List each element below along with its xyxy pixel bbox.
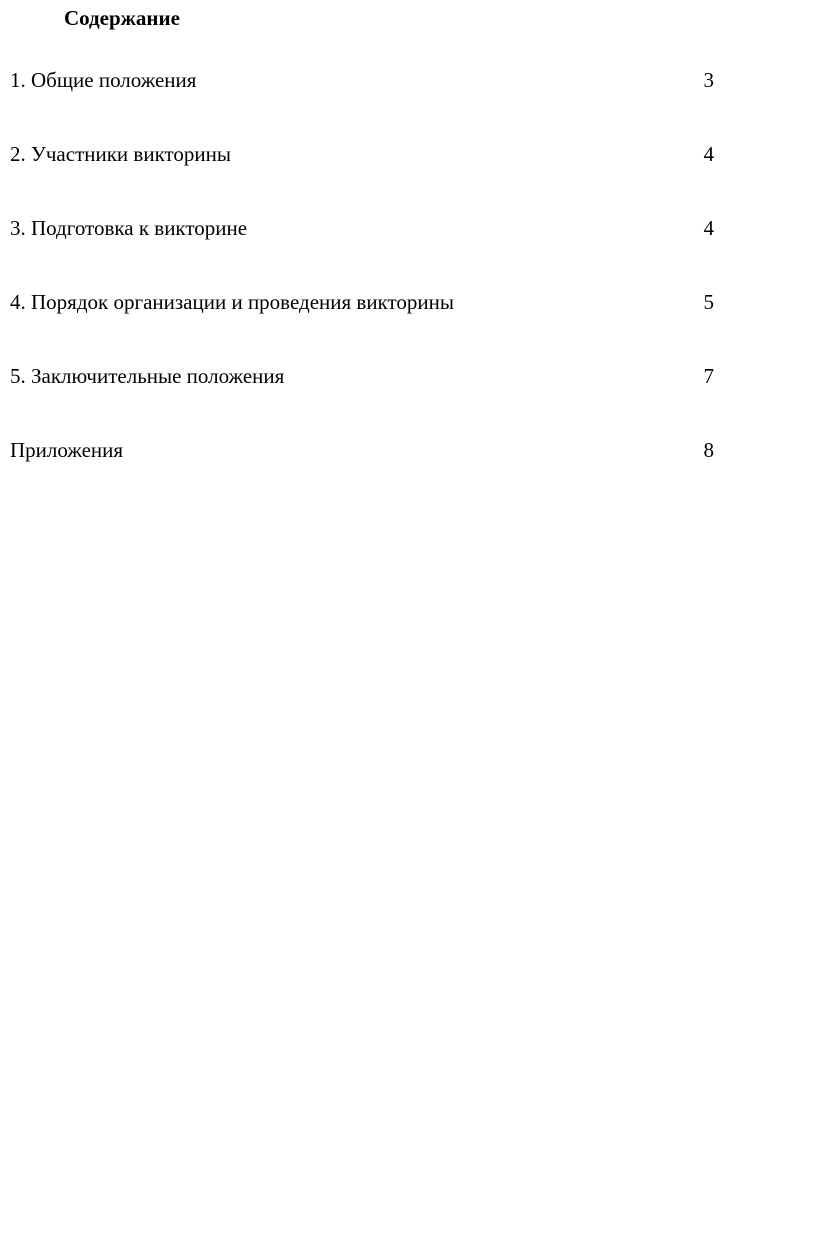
toc-entry-page-number: 3 bbox=[703, 68, 714, 92]
toc-entry-general-provisions bbox=[10, 66, 720, 140]
toc-entry-label: Приложения bbox=[10, 438, 124, 462]
toc-entry-label: 1. Общие положения bbox=[10, 68, 197, 92]
toc-entry-preparation bbox=[10, 214, 720, 288]
toc-entry-page-number: 4 bbox=[703, 216, 714, 240]
toc-entry-page-number: 5 bbox=[703, 290, 714, 314]
toc-entry-appendices bbox=[10, 436, 720, 510]
toc-entry-label: 5. Заключительные положения bbox=[10, 364, 285, 388]
toc-entry-page-number: 4 bbox=[703, 142, 714, 166]
toc-entry-page-number: 8 bbox=[703, 438, 714, 462]
toc-entry-final-provisions bbox=[10, 362, 720, 436]
toc-entry-label: 3. Подготовка к викторине bbox=[10, 216, 248, 240]
toc-entry-label: 2. Участники викторины bbox=[10, 142, 231, 166]
toc-entry-label: 4. Порядок организации и проведения викторины bbox=[10, 290, 454, 314]
toc-list bbox=[10, 66, 720, 510]
toc-entry-organization bbox=[10, 288, 720, 362]
toc-entry-page-number: 7 bbox=[703, 364, 714, 388]
toc-entry-participants bbox=[10, 140, 720, 214]
toc-title: Содержание bbox=[64, 6, 180, 30]
